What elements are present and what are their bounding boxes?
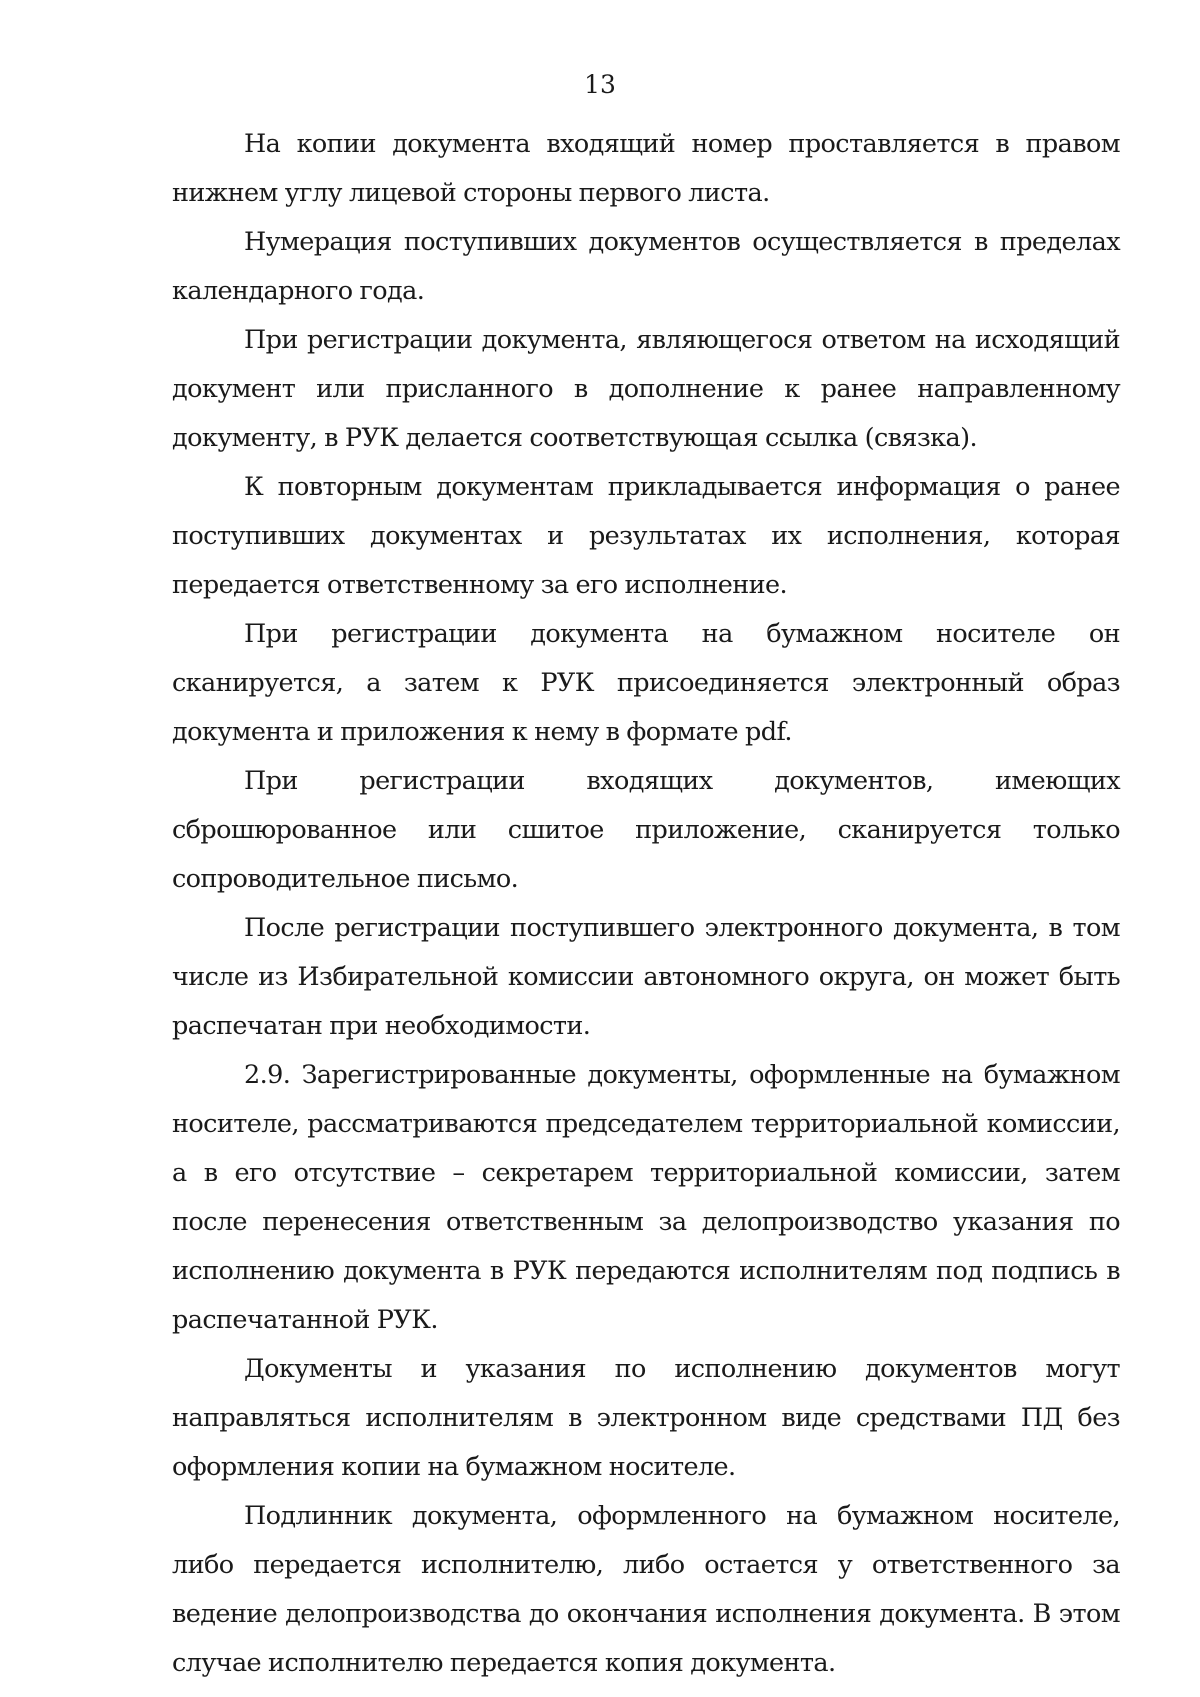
paragraph: Нумерация поступивших документов осуществляется в пределах календарного года. bbox=[172, 227, 1120, 306]
paragraph: 2.9. Зарегистрированные документы, оформленные на бумажном носителе, рассматриваются председателем территориальной комиссии, а в его отсутствие – секретарем территориальной комиссии, затем после перенесения ответственным за делопроизводство указания по исполнению документа в РУК передаются исполнителям под подпись в распечатанной РУК. bbox=[172, 1060, 1120, 1335]
page-number: 13 bbox=[584, 70, 616, 99]
paragraph: Подлинник документа, оформленного на бумажном носителе, либо передается исполнителю, либо остается у ответственного за ведение делопроизводства до окончания исполнения документа. В этом случае исполнителю передается копия документа. bbox=[172, 1501, 1120, 1678]
paragraph: При регистрации документа на бумажном носителе он сканируется, а затем к РУК присоединяется электронный образ документа и приложения к нему в формате pdf. bbox=[172, 619, 1120, 747]
paragraph: После регистрации поступившего электронного документа, в том числе из Избирательной комиссии автономного округа, он может быть распечатан при необходимости. bbox=[172, 913, 1120, 1041]
paragraph: На копии документа входящий номер проставляется в правом нижнем углу лицевой стороны первого листа. bbox=[172, 129, 1120, 208]
paragraph: При регистрации входящих документов, имеющих сброшюрованное или сшитое приложение, сканируется только сопроводительное письмо. bbox=[172, 766, 1120, 894]
paragraph: К повторным документам прикладывается информация о ранее поступивших документах и результатах их исполнения, которая передается ответственному за его исполнение. bbox=[172, 472, 1120, 600]
document-body bbox=[172, 120, 1120, 1688]
paragraph: Документы и указания по исполнению документов могут направляться исполнителям в электронном виде средствами ПД без оформления копии на бумажном носителе. bbox=[172, 1354, 1120, 1482]
paragraph: При регистрации документа, являющегося ответом на исходящий документ или присланного в дополнение к ранее направленному документу, в РУК делается соответствующая ссылка (связка). bbox=[172, 325, 1120, 453]
